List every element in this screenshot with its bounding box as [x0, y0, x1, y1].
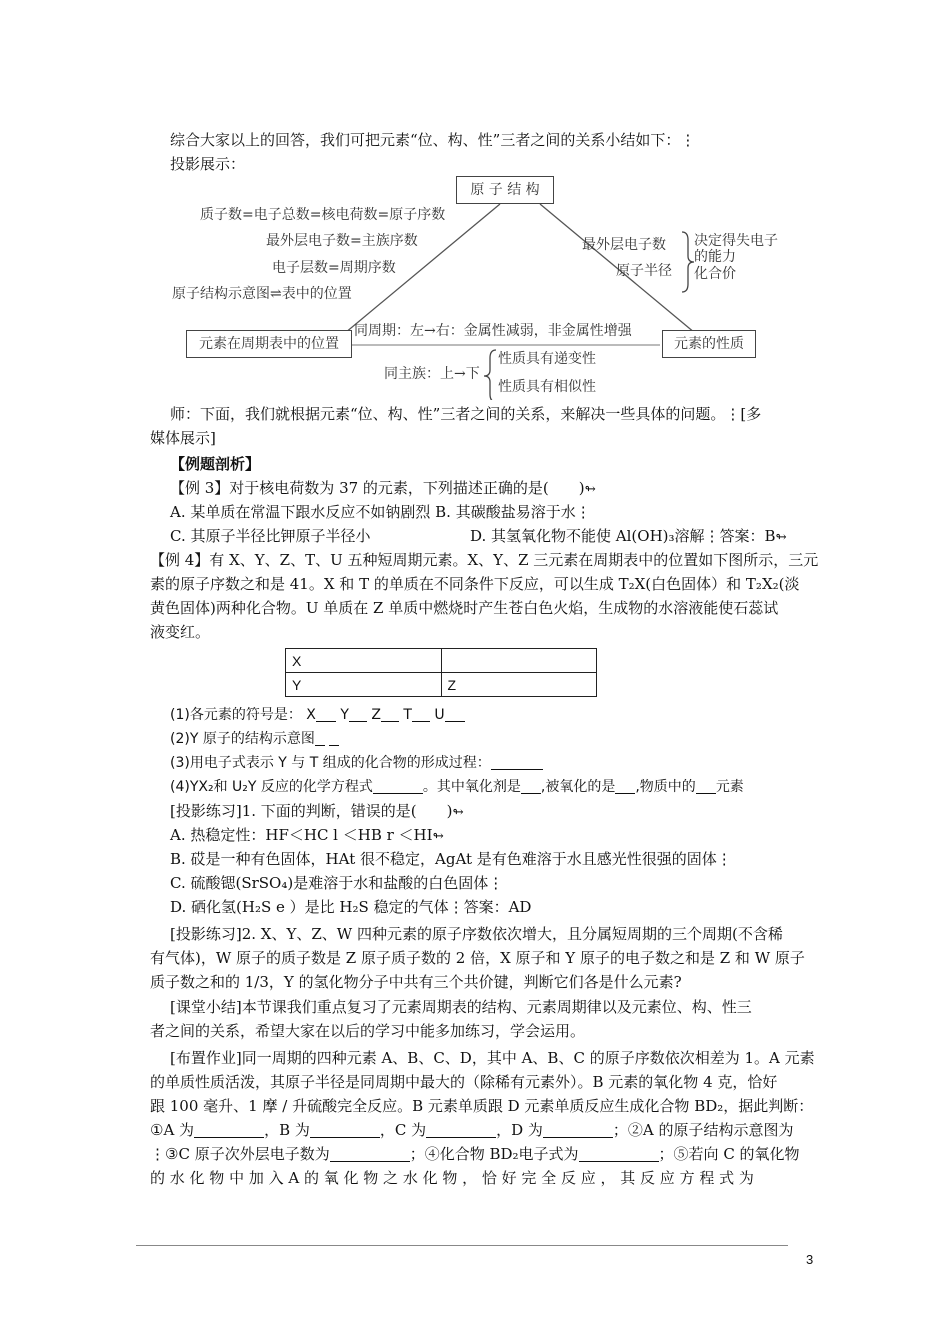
q1-prefix: (1)各元素的符号是：	[170, 707, 302, 723]
right-label-determine-1: 决定得失电子	[694, 233, 778, 249]
practice1-option-c: C. 硫酸锶(SrSO₄)是难溶于水和盐酸的白色固体⋮	[170, 874, 504, 892]
answer-blank[interactable]	[579, 1145, 659, 1162]
q4-part-d: ,物质中的	[635, 779, 696, 795]
answer-blank[interactable]	[696, 777, 716, 794]
homework-line-4	[150, 1118, 800, 1142]
example3-stem	[170, 476, 820, 502]
element-position-table	[285, 648, 597, 697]
relationship-diagram	[170, 170, 778, 400]
q2-text: (2)Y 原子的结构示意图	[170, 731, 315, 747]
answer-blank[interactable]	[310, 1121, 380, 1138]
practice1-stem-text: [投影练习]1. 下面的判断，错误的是( )	[170, 802, 453, 820]
hw-bd2-label: ；④化合物 BD₂电子式为	[409, 1145, 579, 1163]
example3-option-c: C. 其原子半径比钾原子半径小	[170, 527, 371, 545]
properties-box: 元素的性质	[662, 330, 756, 358]
teacher-line-2: 媒体展示]	[150, 429, 216, 447]
left-label-2: 最外层电子数=主族序数	[266, 233, 418, 249]
answer-blank[interactable]	[373, 777, 423, 794]
mark-icon: ↬	[775, 530, 787, 545]
hw-a-label: ①A 为	[150, 1121, 195, 1139]
practice2-line-3: 质子数之和的 1/3，Y 的氢化物分子中共有三个共价键，判断它们各是什么元素?	[150, 973, 682, 991]
page-number: 3	[806, 1252, 814, 1267]
example3-options-ab: A. 某单质在常温下跟水反应不如钠剧烈 B. 其碳酸盐易溶于水⋮	[170, 503, 591, 521]
q1-x: X	[306, 707, 316, 723]
group-trend-label: 同主族：上→下	[384, 366, 480, 382]
right-label-determine-2: 的能力	[694, 249, 736, 265]
q1-y: Y	[340, 707, 349, 723]
summary-line-1: [课堂小结]本节课我们重点复习了元素周期表的结构、元素周期律以及元素位、构、性三	[170, 998, 752, 1016]
q4-part-b: 。其中氧化剂是	[422, 779, 521, 795]
mark-icon: ↬	[584, 482, 596, 497]
answer-blank[interactable]	[615, 777, 635, 794]
q1-u: U	[434, 707, 445, 723]
answer-blank[interactable]	[426, 1121, 496, 1138]
table-cell	[441, 649, 597, 673]
group-property-1: 性质具有递变性	[498, 351, 596, 367]
intro-line-1: 综合大家以上的回答，我们可把元素“位、构、性”三者之间的关系小结如下：⋮	[170, 131, 696, 149]
mark-icon: ↬	[432, 829, 444, 844]
table-row	[286, 673, 597, 697]
practice2-line-1: [投影练习]2. X、Y、Z、W 四种元素的原子序数依次增大，且分属短周期的三个周期(不含稀	[170, 925, 783, 943]
right-label-outer-electrons: 最外层电子数	[582, 237, 666, 253]
table-row	[286, 649, 597, 673]
table-cell: X	[286, 649, 442, 673]
example3-stem-text: 【例 3】对于核电荷数为 37 的元素，下列描述正确的是( )	[170, 479, 585, 497]
answer-blank[interactable]	[329, 729, 339, 746]
homework-line-3: 跟 100 毫升、1 摩 / 升硫酸完全反应。B 元素单质跟 D 元素单质反应生成化合物 BD₂，据此判断：	[150, 1097, 814, 1115]
left-label-4: 原子结构示意图⇌表中的位置	[172, 286, 352, 302]
example3-option-d: D. 其氢氧化物不能使 Al(OH)₃溶解⋮答案：B	[470, 527, 776, 545]
homework-line-5	[150, 1142, 800, 1166]
section-title: 【例题剖析】	[170, 455, 261, 473]
q3-text: (3)用电子式表示 Y 与 T 组成的化合物的形成过程：	[170, 755, 491, 771]
question-4	[170, 775, 820, 799]
right-label-atomic-radius: 原子半径	[616, 263, 672, 279]
hw-b-label: ，B 为	[264, 1121, 310, 1139]
footer-rule	[136, 1245, 788, 1246]
question-1	[170, 703, 820, 727]
table-cell: Z	[441, 673, 597, 697]
homework-line-6: 的 水 化 物 中 加 入 A 的 氧 化 物 之 水 化 物 ， 恰 好 完 全 反 应 ， 其 反 应 方 程 式 为	[150, 1169, 754, 1187]
practice1-option-d: D. 硒化氢(H₂S e ）是比 H₂S 稳定的气体⋮答案：AD	[170, 898, 532, 916]
practice1-option-a-text: A. 热稳定性：HF＜HC l ＜HB r ＜HI	[170, 826, 433, 844]
atomic-structure-box: 原 子 结 构	[456, 176, 554, 204]
answer-blank[interactable]	[543, 1121, 613, 1138]
homework-line-2: 的单质性质活泼，其原子半径是同周期中最大的（除稀有元素外）。B 元素的氧化物 4 克，恰好	[150, 1073, 778, 1091]
answer-blank[interactable]	[330, 1145, 410, 1162]
answer-blank[interactable]	[521, 777, 541, 794]
answer-blank[interactable]	[491, 753, 543, 770]
q4-part-a: (4)YX₂和 U₂Y 反应的化学方程式	[170, 779, 373, 795]
answer-blank[interactable]	[315, 729, 325, 746]
hw-structure-label: ；②A 的原子结构示意图为	[612, 1121, 794, 1139]
practice1-stem	[170, 799, 820, 825]
homework-line-1: [布置作业]同一周期的四种元素 A、B、C、D，其中 A、B、C 的原子序数依次相差为 1。A 元素	[170, 1049, 815, 1067]
question-2	[170, 727, 820, 751]
hw-c-label: ，C 为	[379, 1121, 427, 1139]
answer-blank[interactable]	[412, 705, 430, 722]
answer-blank[interactable]	[349, 705, 367, 722]
mark-icon: ↬	[452, 805, 464, 820]
position-box: 元素在周期表中的位置	[186, 330, 352, 358]
intro-line-2: 投影展示：	[170, 155, 246, 173]
example4-line-2: 素的原子序数之和是 41。X 和 T 的单质在不同条件下反应，可以生成 T₂X(白色固体）和 T₂X₂(淡	[150, 575, 800, 593]
summary-line-2: 者之间的关系，希望大家在以后的学习中能多加练习，学会运用。	[150, 1022, 586, 1040]
table-cell: Y	[286, 673, 442, 697]
q1-z: Z	[371, 707, 381, 723]
left-label-3: 电子层数=周期序数	[272, 260, 396, 276]
example4-line-4: 液变红。	[150, 623, 211, 641]
example4-line-3: 黄色固体)两种化合物。U 单质在 Z 单质中燃烧时产生苍白色火焰，生成物的水溶液能使石蕊试	[150, 599, 779, 617]
q4-part-e: 元素	[715, 779, 744, 795]
right-label-determine-3: 化合价	[694, 266, 736, 282]
period-trend-label: 同周期：左→右：金属性减弱，非金属性增强	[354, 323, 632, 339]
q1-t: T	[403, 707, 412, 723]
practice1-option-a	[170, 823, 820, 849]
hw-d-label: ，D 为	[496, 1121, 543, 1139]
teacher-line-1: 师：下面，我们就根据元素“位、构、性”三者之间的关系，来解决一些具体的问题。⋮[多	[170, 405, 762, 423]
example4-line-1: 【例 4】有 X、Y、Z、T、U 五种短周期元素。X、Y、Z 三元素在周期表中的位置如下图所示，三元	[150, 551, 819, 569]
hw-c-electrons-label: ⋮③C 原子次外层电子数为	[150, 1145, 330, 1163]
left-label-1: 质子数=电子总数=核电荷数=原子序数	[200, 207, 446, 223]
practice1-option-b: B. 砹是一种有色固体，HAt 很不稳定，AgAt 是有色难溶于水且感光性很强的固体⋮	[170, 850, 732, 868]
example3-options-cd	[170, 524, 820, 548]
example3-option-d-wrap	[470, 524, 786, 550]
answer-blank[interactable]	[445, 705, 465, 722]
answer-blank[interactable]	[194, 1121, 264, 1138]
answer-blank[interactable]	[381, 705, 399, 722]
answer-blank[interactable]	[316, 705, 336, 722]
q4-part-c: ,被氧化的是	[540, 779, 616, 795]
group-property-2: 性质具有相似性	[498, 379, 596, 395]
practice2-line-2: 有气体)，W 原子的质子数是 Z 原子质子数的 2 倍，X 原子和 Y 原子的电子数之和是 Z 和 W 原子	[150, 949, 805, 967]
question-3	[170, 751, 820, 775]
hw-c-oxide-label: ；⑤若向 C 的氧化物	[658, 1145, 800, 1163]
